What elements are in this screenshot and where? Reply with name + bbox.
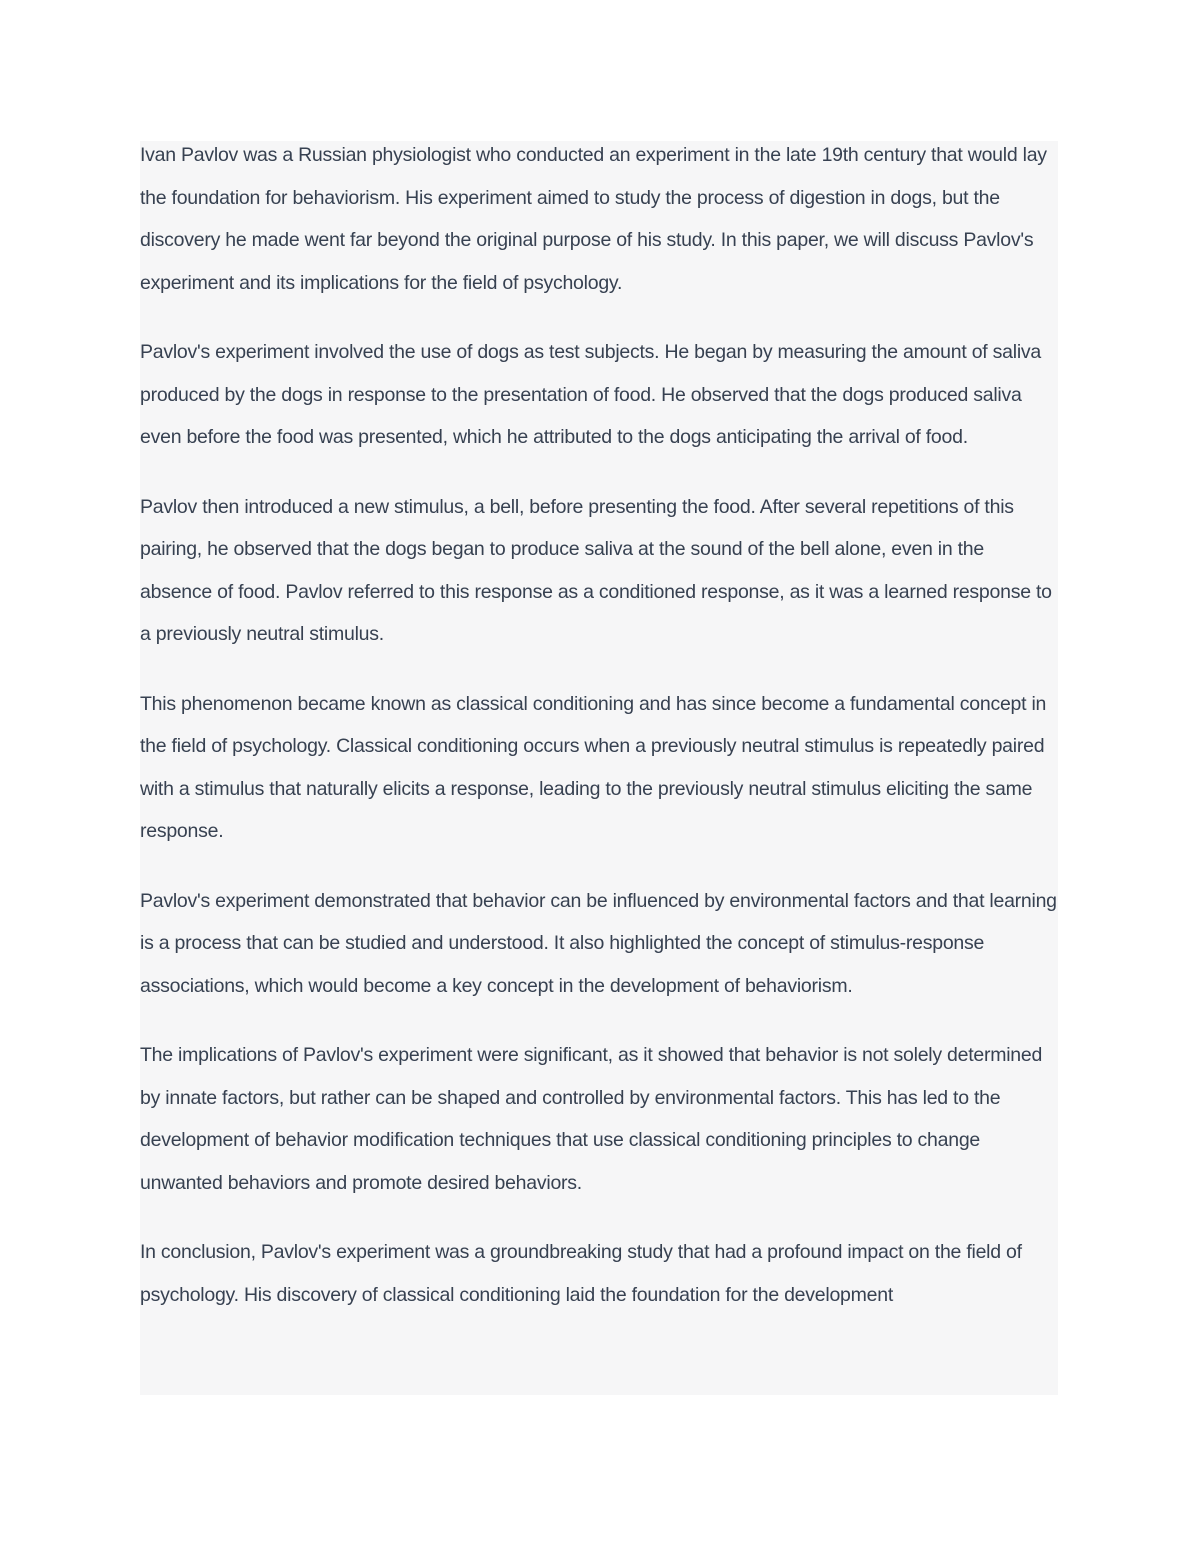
paragraph-classical-conditioning: This phenomenon became known as classical conditioning and has since become a fundamental concept in the field of psychology. Classical conditioning occurs when a previously neutral stimulus is repeatedly paired with a stimulus that naturally elicits a response, leading to the previously neutral stimulus eliciting the same response. [140,692,1047,842]
document-body [140,141,1058,1395]
paragraph-conclusion: In conclusion, Pavlov's experiment was a groundbreaking study that had a profound impact on the field of psychology. His discovery of classical conditioning laid the foundation for the development [140,1241,1022,1306]
paragraph-environmental-factors: Pavlov's experiment demonstrated that behavior can be influenced by environmental factors and that learning is a process that can be studied and understood. It also highlighted the concept of stimulus-response associations, which would become a key concept in the development of behaviorism. [140,889,1057,997]
paragraph-bell-stimulus: Pavlov then introduced a new stimulus, a bell, before presenting the food. After several repetitions of this pairing, he observed that the dogs began to produce saliva at the sound of the bell alone, even in the absence of food. Pavlov referred to this response as a conditioned response, as it was a learned response to a previously neutral stimulus. [140,495,1052,645]
paragraph-experiment: Pavlov's experiment involved the use of dogs as test subjects. He began by measuring the amount of saliva produced by the dogs in response to the presentation of food. He observed that the dogs produced saliva even before the food was presented, which he attributed to the dogs anticipating the arrival of food. [140,341,1041,448]
paragraph-intro: Ivan Pavlov was a Russian physiologist who conducted an experiment in the late 19th century that would lay the foundation for behaviorism. His experiment aimed to study the process of digestion in dogs, but the discovery he made went far beyond the original purpose of his study. In this paper, we will discuss Pavlov's experiment and its implications for the field of psychology. [140,144,1047,294]
paragraph-implications: The implications of Pavlov's experiment were significant, as it showed that behavior is not solely determined by innate factors, but rather can be shaped and controlled by environmental factors. This has led to the development of behavior modification techniques that use classical conditioning principles to change unwanted behaviors and promote desired behaviors. [140,1044,1043,1194]
